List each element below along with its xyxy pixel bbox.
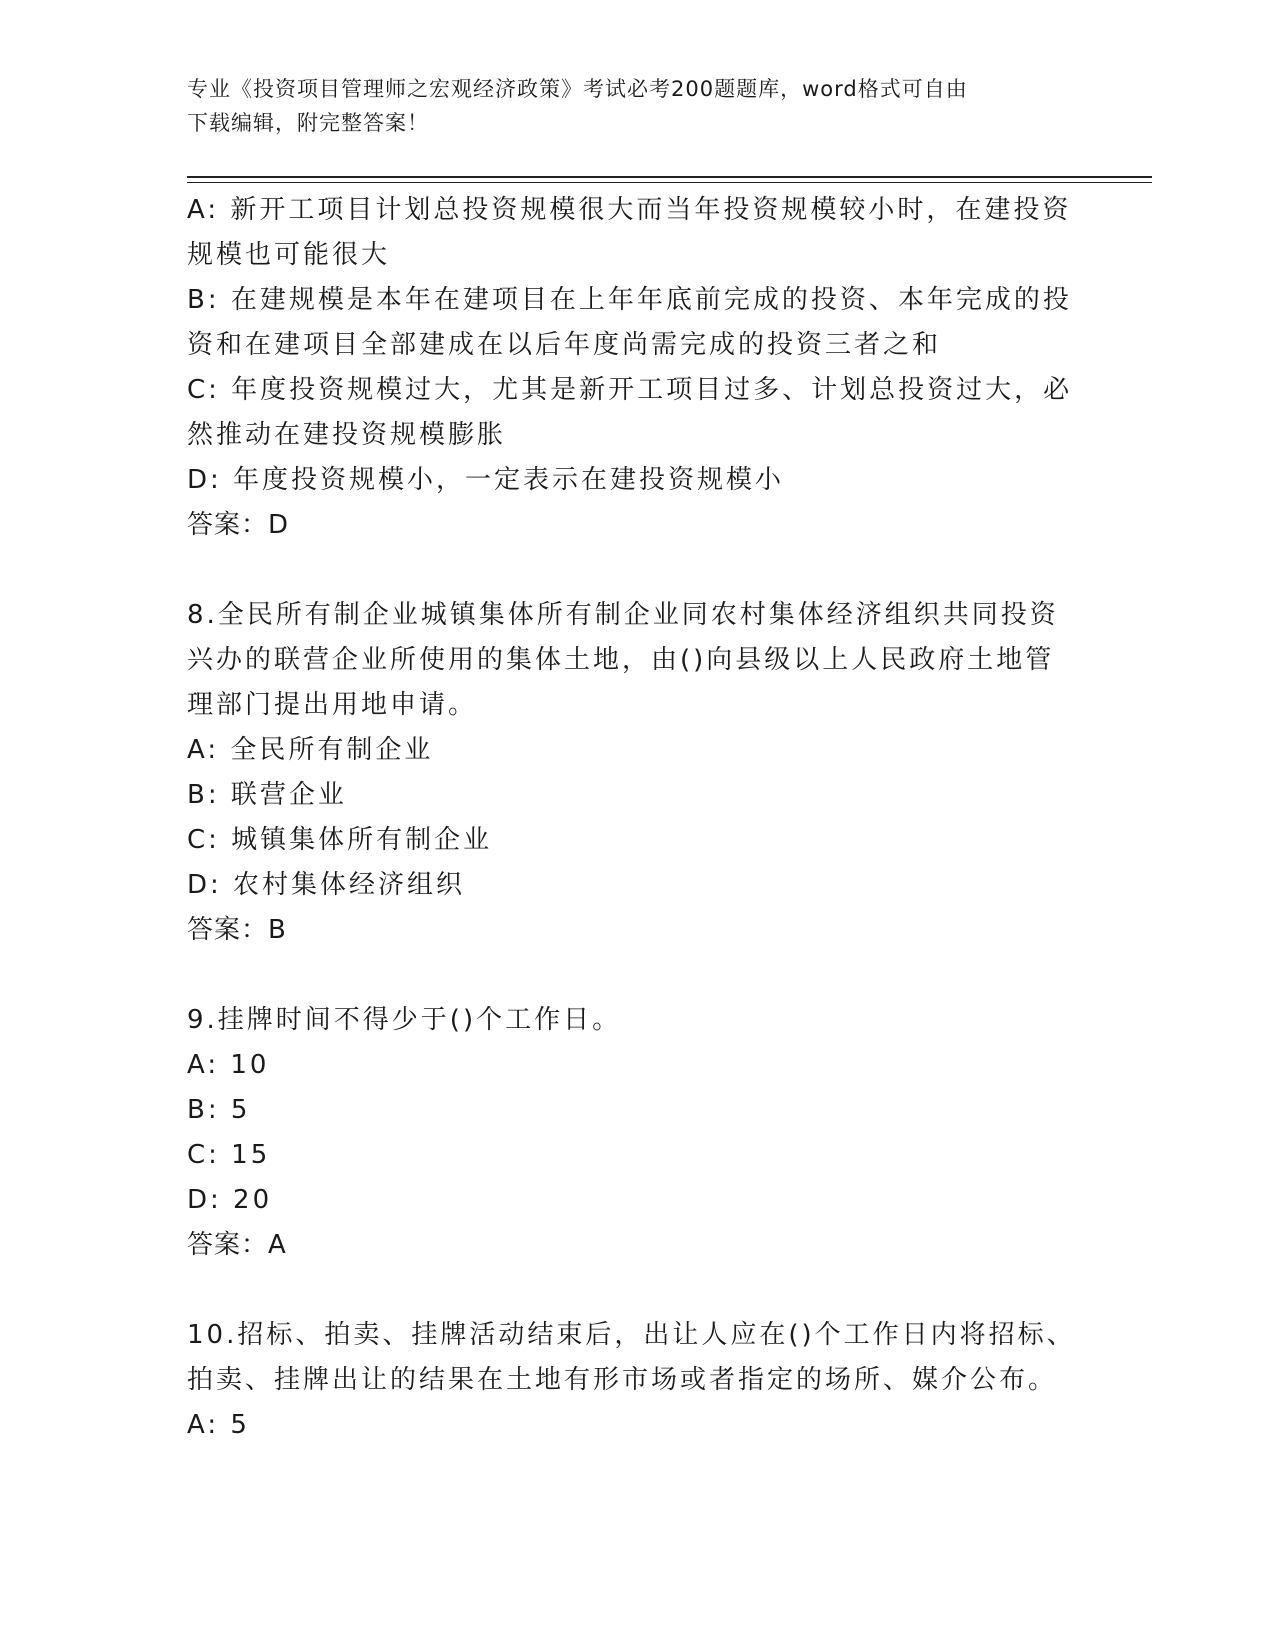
- spacer: [187, 548, 1087, 593]
- spacer: [187, 1268, 1087, 1313]
- option-d: D: 年度投资规模小，一定表示在建投资规模小: [187, 465, 785, 495]
- option-a: A: 5: [187, 1410, 250, 1440]
- option-d: D: 农村集体经济组织: [187, 870, 466, 900]
- option-c-line-1: C: 年度投资规模过大，尤其是新开工项目过多、计划总投资过大，必: [187, 375, 1073, 405]
- question-list: [187, 188, 1087, 1448]
- option-b: B: 5: [187, 1095, 251, 1125]
- option-a-line-1: A: 新开工项目计划总投资规模很大而当年投资规模较小时，在建投资: [187, 195, 1072, 225]
- option-b-line-2: 资和在建项目全部建成在以后年度尚需完成的投资三者之和: [187, 330, 942, 360]
- question-stem: 9.挂牌时间不得少于()个工作日。: [187, 1005, 622, 1035]
- option-c: C: 15: [187, 1140, 271, 1170]
- question-stem-line-3: 理部门提出用地申请。: [187, 690, 478, 720]
- question-stem-line-1: 10.招标、拍卖、挂牌活动结束后，出让人应在()个工作日内将招标、: [187, 1320, 1076, 1350]
- question-stem-line-1: 8.全民所有制企业城镇集体所有制企业同农村集体经济组织共同投资: [187, 600, 1059, 630]
- option-c-line-2: 然推动在建投资规模膨胀: [187, 420, 507, 450]
- answer: 答案：B: [187, 915, 287, 945]
- option-c: C: 城镇集体所有制企业: [187, 825, 493, 855]
- question-stem-line-2: 拍卖、挂牌出让的结果在土地有形市场或者指定的场所、媒介公布。: [187, 1365, 1058, 1395]
- question-stem-line-2: 兴办的联营企业所使用的集体土地，由()向县级以上人民政府土地管: [187, 645, 1055, 675]
- question-10: [187, 1313, 1087, 1448]
- option-d: D: 20: [187, 1185, 273, 1215]
- option-a: A: 全民所有制企业: [187, 735, 434, 765]
- option-b-line-1: B: 在建规模是本年在建项目在上年年底前完成的投资、本年完成的投: [187, 285, 1072, 315]
- answer: 答案：D: [187, 510, 290, 540]
- option-b: B: 联营企业: [187, 780, 347, 810]
- answer: 答案：A: [187, 1230, 287, 1260]
- document-header: [187, 72, 1067, 140]
- header-divider-thick: [187, 176, 1152, 178]
- question-8: [187, 593, 1087, 953]
- option-a: A: 10: [187, 1050, 270, 1080]
- question-7: [187, 188, 1087, 548]
- spacer: [187, 953, 1087, 998]
- header-line-2: 下载编辑，附完整答案！: [187, 111, 429, 135]
- option-a-line-2: 规模也可能很大: [187, 240, 391, 270]
- question-9: [187, 998, 1087, 1268]
- header-line-1: 专业《投资项目管理师之宏观经济政策》考试必考200题题库，word格式可自由: [187, 77, 968, 101]
- header-divider-thin: [187, 182, 1152, 183]
